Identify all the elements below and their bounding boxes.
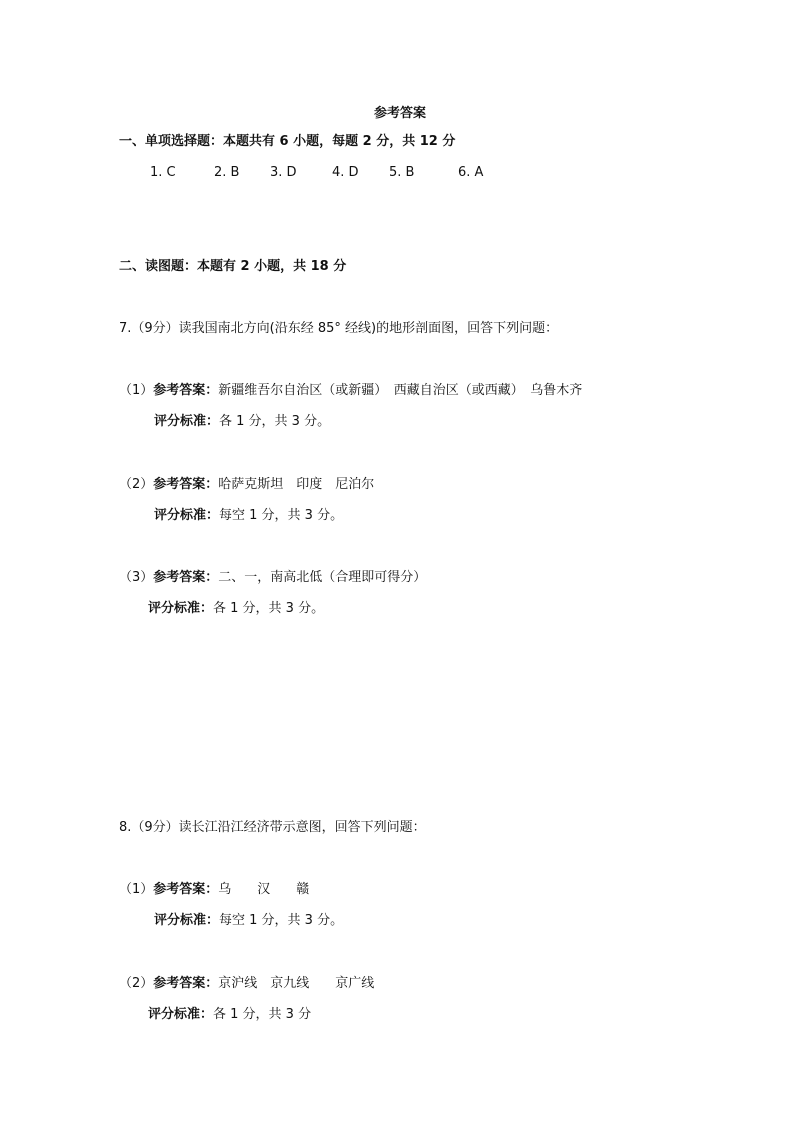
- answer-text: 哈萨克斯坦 印度 尼泊尔: [218, 477, 375, 492]
- q7-part1-answer: [119, 383, 582, 399]
- score-label: 评分标准：: [148, 1007, 214, 1022]
- score-label: 评分标准：: [154, 414, 220, 429]
- page-title: 参考答案: [374, 106, 427, 121]
- score-text: 各 1 分，共 3 分。: [219, 414, 331, 429]
- answer-label: 参考答案：: [153, 976, 219, 991]
- score-label: 评分标准：: [154, 913, 220, 928]
- answer-text: 二、一，南高北低（合理即可得分）: [218, 570, 427, 585]
- answer-label: 参考答案：: [153, 383, 219, 398]
- answer-text: 乌 汉 赣: [218, 882, 310, 897]
- q7-part3-answer: [119, 570, 426, 586]
- question-8-prompt: 8.（9分）读长江沿江经济带示意图，回答下列问题：: [119, 820, 426, 835]
- q7-part3-score: [148, 601, 324, 617]
- score-text: 每空 1 分，共 3 分。: [219, 913, 344, 928]
- mcq-answer: 3. D: [270, 165, 297, 180]
- answer-label: 参考答案：: [153, 570, 219, 585]
- q8-part1-answer: [119, 882, 309, 898]
- q8-part2-answer: [119, 976, 374, 992]
- mcq-answer-list: [150, 165, 483, 181]
- q7-part1-score: [154, 414, 330, 430]
- part-number: （2）: [119, 477, 154, 492]
- mcq-answer: 4. D: [332, 165, 359, 180]
- score-label: 评分标准：: [148, 601, 214, 616]
- answer-text: 京沪线 京九线 京广线: [218, 976, 375, 991]
- q8-part1-score: [154, 913, 343, 929]
- answer-label: 参考答案：: [153, 477, 219, 492]
- part-number: （1）: [119, 882, 154, 897]
- q8-part2-score: [148, 1007, 311, 1023]
- section1-heading: 一、单项选择题：本题共有 6 小题，每题 2 分，共 12 分: [119, 134, 456, 149]
- score-text: 各 1 分，共 3 分: [213, 1007, 312, 1022]
- part-number: （2）: [119, 976, 154, 991]
- part-number: （3）: [119, 570, 154, 585]
- mcq-answer: 1. C: [150, 165, 176, 180]
- score-label: 评分标准：: [154, 508, 220, 523]
- answer-label: 参考答案：: [153, 882, 219, 897]
- answer-text: 新疆维吾尔自治区（或新疆） 西藏自治区（或西藏） 乌鲁木齐: [218, 383, 583, 398]
- question-7-prompt: 7.（9分）读我国南北方向(沿东经 85° 经线)的地形剖面图，回答下列问题：: [119, 321, 559, 336]
- mcq-answer: 6. A: [458, 165, 484, 180]
- q7-part2-score: [154, 508, 343, 524]
- mcq-answer: 5. B: [389, 165, 415, 180]
- q7-part2-answer: [119, 477, 374, 493]
- mcq-answer: 2. B: [214, 165, 240, 180]
- part-number: （1）: [119, 383, 154, 398]
- section2-heading: 二、读图题：本题有 2 小题，共 18 分: [119, 259, 347, 274]
- score-text: 各 1 分，共 3 分。: [213, 601, 325, 616]
- score-text: 每空 1 分，共 3 分。: [219, 508, 344, 523]
